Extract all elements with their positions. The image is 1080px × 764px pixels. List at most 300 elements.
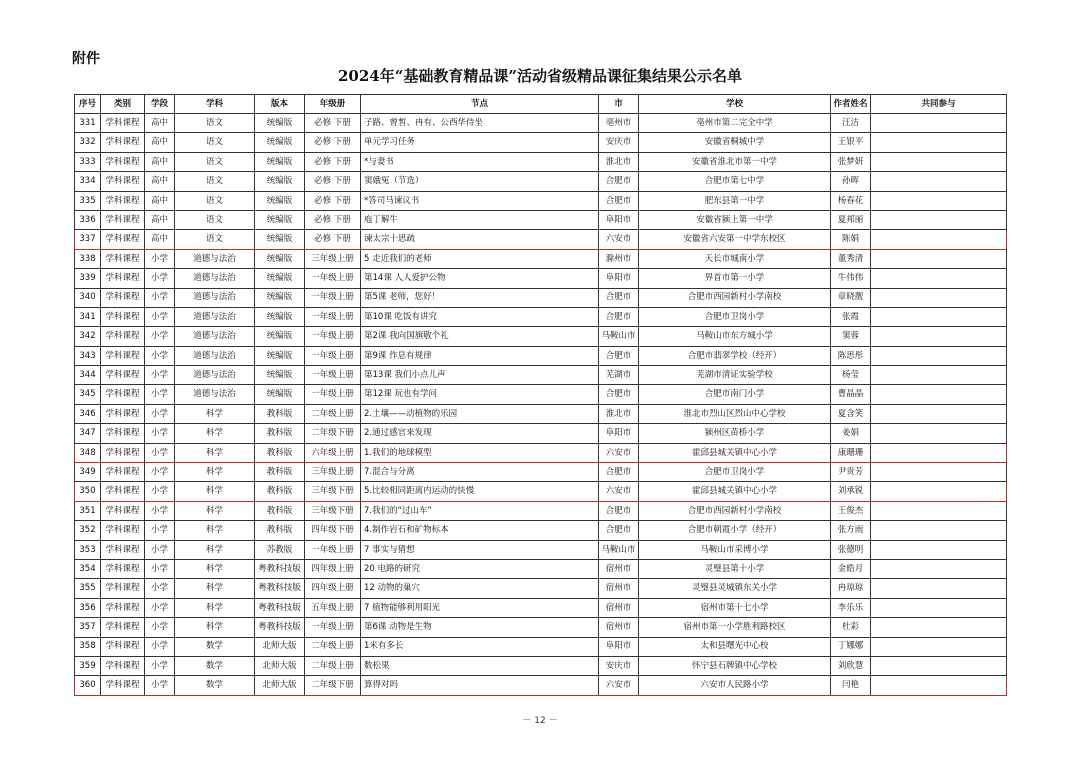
cell-co-participants bbox=[871, 424, 1007, 443]
cell-grade: 必修 下册 bbox=[305, 172, 361, 191]
cell-category: 学科课程 bbox=[101, 540, 145, 559]
cell-city: 安庆市 bbox=[599, 656, 639, 675]
cell-author: 王俊杰 bbox=[831, 501, 871, 520]
cell-author: 张方雨 bbox=[831, 521, 871, 540]
cell-co-participants bbox=[871, 540, 1007, 559]
cell-category: 学科课程 bbox=[101, 269, 145, 288]
cell-co-participants bbox=[871, 385, 1007, 404]
cell-category: 学科课程 bbox=[101, 366, 145, 385]
cell-stage: 小学 bbox=[145, 656, 175, 675]
cell-school: 灵璧县灵城镇东关小学 bbox=[639, 579, 831, 598]
cell-node: 1.我们的地球模型 bbox=[361, 443, 599, 462]
cell-city: 合肥市 bbox=[599, 346, 639, 365]
table-row bbox=[75, 443, 1007, 462]
cell-node: 谏太宗十思疏 bbox=[361, 230, 599, 249]
cell-city: 阜阳市 bbox=[599, 637, 639, 656]
cell-city: 马鞍山市 bbox=[599, 327, 639, 346]
header-stage: 学段 bbox=[145, 95, 175, 114]
table-row bbox=[75, 114, 1007, 133]
header-node: 节点 bbox=[361, 95, 599, 114]
cell-node: 5 走近我们的老师 bbox=[361, 249, 599, 268]
cell-no: 359 bbox=[75, 656, 101, 675]
cell-subject: 语文 bbox=[175, 172, 255, 191]
cell-co-participants bbox=[871, 501, 1007, 520]
cell-grade: 二年级下册 bbox=[305, 424, 361, 443]
table-row bbox=[75, 210, 1007, 229]
cell-stage: 小学 bbox=[145, 521, 175, 540]
cell-city: 宿州市 bbox=[599, 579, 639, 598]
page-number: － 12 － bbox=[522, 716, 558, 726]
cell-category: 学科课程 bbox=[101, 404, 145, 423]
cell-grade: 一年级上册 bbox=[305, 307, 361, 326]
cell-version: 北师大版 bbox=[255, 676, 305, 695]
cell-school: 灵璧县第十小学 bbox=[639, 559, 831, 578]
cell-node: 7.我们的“过山车” bbox=[361, 501, 599, 520]
cell-no: 360 bbox=[75, 676, 101, 695]
cell-category: 学科课程 bbox=[101, 676, 145, 695]
cell-stage: 小学 bbox=[145, 249, 175, 268]
cell-category: 学科课程 bbox=[101, 501, 145, 520]
cell-author: 杜彩 bbox=[831, 618, 871, 637]
cell-node: 2.通过感官来发现 bbox=[361, 424, 599, 443]
cell-no: 339 bbox=[75, 269, 101, 288]
cell-school: 霍邱县城关镇中心小学 bbox=[639, 443, 831, 462]
header-city: 市 bbox=[599, 95, 639, 114]
cell-grade: 一年级上册 bbox=[305, 346, 361, 365]
cell-author: 刘欣慧 bbox=[831, 656, 871, 675]
cell-school: 安徽省淮北市第一中学 bbox=[639, 152, 831, 171]
cell-no: 343 bbox=[75, 346, 101, 365]
cell-node: 12 动物的巢穴 bbox=[361, 579, 599, 598]
cell-school: 天长市城南小学 bbox=[639, 249, 831, 268]
cell-version: 统编版 bbox=[255, 307, 305, 326]
table-row bbox=[75, 133, 1007, 152]
cell-node: 7 植物能够利用阳光 bbox=[361, 598, 599, 617]
cell-author: 张梦妍 bbox=[831, 152, 871, 171]
cell-author: 张德明 bbox=[831, 540, 871, 559]
cell-version: 统编版 bbox=[255, 366, 305, 385]
cell-school: 霍邱县城关镇中心小学 bbox=[639, 482, 831, 501]
cell-grade: 二年级上册 bbox=[305, 404, 361, 423]
header-no: 序号 bbox=[75, 95, 101, 114]
cell-school: 宿州市第十七小学 bbox=[639, 598, 831, 617]
cell-category: 学科课程 bbox=[101, 249, 145, 268]
cell-version: 北师大版 bbox=[255, 656, 305, 675]
cell-category: 学科课程 bbox=[101, 307, 145, 326]
cell-node: 第2课 我向国旗敬个礼 bbox=[361, 327, 599, 346]
cell-city: 合肥市 bbox=[599, 172, 639, 191]
cell-author: 窦蓉 bbox=[831, 327, 871, 346]
cell-school: 淮北市烈山区烈山中心学校 bbox=[639, 404, 831, 423]
cell-stage: 小学 bbox=[145, 404, 175, 423]
cell-city: 六安市 bbox=[599, 443, 639, 462]
cell-grade: 必修 下册 bbox=[305, 152, 361, 171]
table-body bbox=[75, 114, 1007, 696]
cell-co-participants bbox=[871, 521, 1007, 540]
cell-city: 六安市 bbox=[599, 676, 639, 695]
cell-no: 335 bbox=[75, 191, 101, 210]
cell-school: 宿州市第一小学胜利路校区 bbox=[639, 618, 831, 637]
cell-node: 20 电路的研究 bbox=[361, 559, 599, 578]
table-row bbox=[75, 366, 1007, 385]
cell-city: 合肥市 bbox=[599, 501, 639, 520]
cell-category: 学科课程 bbox=[101, 618, 145, 637]
cell-city: 宿州市 bbox=[599, 598, 639, 617]
cell-city: 合肥市 bbox=[599, 463, 639, 482]
cell-stage: 高中 bbox=[145, 230, 175, 249]
cell-version: 统编版 bbox=[255, 133, 305, 152]
cell-subject: 科学 bbox=[175, 540, 255, 559]
cell-co-participants bbox=[871, 114, 1007, 133]
cell-version: 统编版 bbox=[255, 114, 305, 133]
cell-no: 358 bbox=[75, 637, 101, 656]
cell-node: 第12课 玩也有学问 bbox=[361, 385, 599, 404]
cell-subject: 科学 bbox=[175, 579, 255, 598]
cell-co-participants bbox=[871, 559, 1007, 578]
cell-no: 355 bbox=[75, 579, 101, 598]
cell-co-participants bbox=[871, 579, 1007, 598]
cell-school: 安徽省桐城中学 bbox=[639, 133, 831, 152]
cell-school: 合肥市卫岗小学 bbox=[639, 307, 831, 326]
cell-node: 第10课 吃饭有讲究 bbox=[361, 307, 599, 326]
cell-subject: 科学 bbox=[175, 559, 255, 578]
cell-grade: 三年级上册 bbox=[305, 249, 361, 268]
cell-subject: 数学 bbox=[175, 676, 255, 695]
cell-subject: 语文 bbox=[175, 152, 255, 171]
cell-grade: 必修 下册 bbox=[305, 210, 361, 229]
cell-city: 合肥市 bbox=[599, 191, 639, 210]
cell-grade: 一年级上册 bbox=[305, 540, 361, 559]
cell-author: 牛伟伟 bbox=[831, 269, 871, 288]
cell-stage: 小学 bbox=[145, 424, 175, 443]
cell-subject: 科学 bbox=[175, 598, 255, 617]
cell-stage: 高中 bbox=[145, 191, 175, 210]
cell-subject: 科学 bbox=[175, 482, 255, 501]
cell-node: 5.比较相同距离内运动的快慢 bbox=[361, 482, 599, 501]
cell-stage: 小学 bbox=[145, 307, 175, 326]
cell-category: 学科课程 bbox=[101, 191, 145, 210]
table-row bbox=[75, 269, 1007, 288]
cell-node: 第6课 动物是生物 bbox=[361, 618, 599, 637]
table-row bbox=[75, 307, 1007, 326]
cell-author: 杨莹 bbox=[831, 366, 871, 385]
cell-co-participants bbox=[871, 172, 1007, 191]
cell-co-participants bbox=[871, 598, 1007, 617]
cell-category: 学科课程 bbox=[101, 133, 145, 152]
cell-author: 金皓月 bbox=[831, 559, 871, 578]
cell-co-participants bbox=[871, 327, 1007, 346]
cell-school: 合肥市朝霞小学（经开） bbox=[639, 521, 831, 540]
cell-subject: 科学 bbox=[175, 501, 255, 520]
table-row bbox=[75, 540, 1007, 559]
cell-subject: 科学 bbox=[175, 463, 255, 482]
cell-school: 太和县曙光中心校 bbox=[639, 637, 831, 656]
cell-node: 子路、曾皙、冉有、公西华侍坐 bbox=[361, 114, 599, 133]
cell-co-participants bbox=[871, 482, 1007, 501]
table-row bbox=[75, 404, 1007, 423]
cell-city: 合肥市 bbox=[599, 521, 639, 540]
table-row bbox=[75, 249, 1007, 268]
cell-subject: 道德与法治 bbox=[175, 307, 255, 326]
header-school: 学校 bbox=[639, 95, 831, 114]
cell-version: 统编版 bbox=[255, 269, 305, 288]
cell-stage: 小学 bbox=[145, 559, 175, 578]
attachment-label: 附件 bbox=[72, 51, 100, 67]
cell-author: 曹晶晶 bbox=[831, 385, 871, 404]
table-row bbox=[75, 463, 1007, 482]
table-row bbox=[75, 424, 1007, 443]
cell-school: 马鞍山市东方城小学 bbox=[639, 327, 831, 346]
cell-stage: 小学 bbox=[145, 482, 175, 501]
header-author: 作者姓名 bbox=[831, 95, 871, 114]
cell-subject: 道德与法治 bbox=[175, 249, 255, 268]
cell-no: 351 bbox=[75, 501, 101, 520]
cell-node: 1米有多长 bbox=[361, 637, 599, 656]
cell-city: 六安市 bbox=[599, 230, 639, 249]
cell-school: 肥东县第一中学 bbox=[639, 191, 831, 210]
cell-category: 学科课程 bbox=[101, 327, 145, 346]
cell-category: 学科课程 bbox=[101, 424, 145, 443]
cell-no: 345 bbox=[75, 385, 101, 404]
cell-no: 336 bbox=[75, 210, 101, 229]
table-row bbox=[75, 579, 1007, 598]
cell-category: 学科课程 bbox=[101, 172, 145, 191]
cell-node: 庖丁解牛 bbox=[361, 210, 599, 229]
cell-co-participants bbox=[871, 637, 1007, 656]
header-grade: 年级册 bbox=[305, 95, 361, 114]
cell-no: 340 bbox=[75, 288, 101, 307]
cell-grade: 一年级上册 bbox=[305, 366, 361, 385]
cell-author: 尹贵芳 bbox=[831, 463, 871, 482]
cell-subject: 道德与法治 bbox=[175, 385, 255, 404]
table-row bbox=[75, 385, 1007, 404]
cell-co-participants bbox=[871, 656, 1007, 675]
cell-city: 合肥市 bbox=[599, 307, 639, 326]
cell-grade: 三年级下册 bbox=[305, 482, 361, 501]
cell-category: 学科课程 bbox=[101, 579, 145, 598]
cell-stage: 小学 bbox=[145, 288, 175, 307]
cell-no: 344 bbox=[75, 366, 101, 385]
cell-version: 统编版 bbox=[255, 230, 305, 249]
cell-version: 统编版 bbox=[255, 172, 305, 191]
cell-author: 陈娟 bbox=[831, 230, 871, 249]
cell-category: 学科课程 bbox=[101, 637, 145, 656]
cell-author: 章晓靓 bbox=[831, 288, 871, 307]
results-table bbox=[74, 94, 1007, 696]
cell-category: 学科课程 bbox=[101, 210, 145, 229]
cell-stage: 小学 bbox=[145, 579, 175, 598]
cell-stage: 高中 bbox=[145, 152, 175, 171]
cell-school: 怀宁县石牌镇中心学校 bbox=[639, 656, 831, 675]
cell-category: 学科课程 bbox=[101, 656, 145, 675]
cell-stage: 小学 bbox=[145, 540, 175, 559]
cell-stage: 小学 bbox=[145, 366, 175, 385]
cell-co-participants bbox=[871, 191, 1007, 210]
cell-subject: 科学 bbox=[175, 424, 255, 443]
cell-version: 统编版 bbox=[255, 327, 305, 346]
header-subject: 学科 bbox=[175, 95, 255, 114]
cell-subject: 道德与法治 bbox=[175, 327, 255, 346]
cell-stage: 小学 bbox=[145, 598, 175, 617]
cell-author: 姜娟 bbox=[831, 424, 871, 443]
cell-co-participants bbox=[871, 404, 1007, 423]
cell-node: 单元学习任务 bbox=[361, 133, 599, 152]
cell-subject: 语文 bbox=[175, 114, 255, 133]
cell-author: 夏邦丽 bbox=[831, 210, 871, 229]
cell-author: 张霞 bbox=[831, 307, 871, 326]
cell-school: 界首市第一小学 bbox=[639, 269, 831, 288]
cell-subject: 道德与法治 bbox=[175, 288, 255, 307]
table-row bbox=[75, 482, 1007, 501]
cell-no: 350 bbox=[75, 482, 101, 501]
cell-subject: 语文 bbox=[175, 230, 255, 249]
cell-author: 董秀清 bbox=[831, 249, 871, 268]
table-row bbox=[75, 230, 1007, 249]
cell-version: 统编版 bbox=[255, 385, 305, 404]
cell-no: 348 bbox=[75, 443, 101, 462]
cell-city: 阜阳市 bbox=[599, 269, 639, 288]
cell-stage: 小学 bbox=[145, 463, 175, 482]
cell-version: 统编版 bbox=[255, 288, 305, 307]
cell-subject: 科学 bbox=[175, 521, 255, 540]
cell-subject: 道德与法治 bbox=[175, 269, 255, 288]
cell-city: 淮北市 bbox=[599, 152, 639, 171]
cell-category: 学科课程 bbox=[101, 230, 145, 249]
cell-co-participants bbox=[871, 288, 1007, 307]
cell-subject: 语文 bbox=[175, 133, 255, 152]
cell-node: 2.土壤——动植物的乐园 bbox=[361, 404, 599, 423]
cell-node: 第5课 老师，您好！ bbox=[361, 288, 599, 307]
cell-city: 宿州市 bbox=[599, 559, 639, 578]
cell-no: 341 bbox=[75, 307, 101, 326]
cell-co-participants bbox=[871, 269, 1007, 288]
header-version: 版本 bbox=[255, 95, 305, 114]
cell-node: 第14课 人人爱护公物 bbox=[361, 269, 599, 288]
cell-author: 汪洁 bbox=[831, 114, 871, 133]
cell-version: 教科版 bbox=[255, 501, 305, 520]
cell-category: 学科课程 bbox=[101, 482, 145, 501]
cell-no: 338 bbox=[75, 249, 101, 268]
cell-school: 亳州市第二完全中学 bbox=[639, 114, 831, 133]
cell-subject: 道德与法治 bbox=[175, 346, 255, 365]
cell-node: 窦娥冤（节选） bbox=[361, 172, 599, 191]
cell-grade: 四年级上册 bbox=[305, 579, 361, 598]
table-row bbox=[75, 618, 1007, 637]
cell-school: 马鞍山市采博小学 bbox=[639, 540, 831, 559]
cell-grade: 二年级上册 bbox=[305, 637, 361, 656]
cell-no: 349 bbox=[75, 463, 101, 482]
cell-grade: 必修 下册 bbox=[305, 133, 361, 152]
cell-category: 学科课程 bbox=[101, 288, 145, 307]
cell-author: 闫艳 bbox=[831, 676, 871, 695]
cell-node: 第13课 我们小点儿声 bbox=[361, 366, 599, 385]
cell-author: 康珊珊 bbox=[831, 443, 871, 462]
header-co-participants: 共同参与 bbox=[871, 95, 1007, 114]
cell-co-participants bbox=[871, 133, 1007, 152]
cell-node: 7.混合与分离 bbox=[361, 463, 599, 482]
cell-city: 合肥市 bbox=[599, 288, 639, 307]
table-row bbox=[75, 598, 1007, 617]
cell-category: 学科课程 bbox=[101, 521, 145, 540]
cell-no: 337 bbox=[75, 230, 101, 249]
cell-stage: 小学 bbox=[145, 637, 175, 656]
cell-category: 学科课程 bbox=[101, 152, 145, 171]
cell-stage: 小学 bbox=[145, 269, 175, 288]
cell-stage: 小学 bbox=[145, 327, 175, 346]
cell-co-participants bbox=[871, 249, 1007, 268]
cell-school: 六安市人民路小学 bbox=[639, 676, 831, 695]
table-row bbox=[75, 501, 1007, 520]
cell-node: 4.制作岩石和矿物标本 bbox=[361, 521, 599, 540]
cell-no: 334 bbox=[75, 172, 101, 191]
cell-school: 合肥市卫岗小学 bbox=[639, 463, 831, 482]
cell-school: 合肥市翡翠学校（经开） bbox=[639, 346, 831, 365]
cell-city: 芜湖市 bbox=[599, 366, 639, 385]
cell-co-participants bbox=[871, 443, 1007, 462]
cell-school: 安徽省六安第一中学东校区 bbox=[639, 230, 831, 249]
cell-no: 356 bbox=[75, 598, 101, 617]
cell-co-participants bbox=[871, 676, 1007, 695]
cell-subject: 道德与法治 bbox=[175, 366, 255, 385]
cell-school: 芜湖市清证实验学校 bbox=[639, 366, 831, 385]
table-row bbox=[75, 346, 1007, 365]
cell-version: 统编版 bbox=[255, 152, 305, 171]
cell-co-participants bbox=[871, 618, 1007, 637]
cell-stage: 小学 bbox=[145, 618, 175, 637]
cell-grade: 一年级上册 bbox=[305, 327, 361, 346]
cell-author: 王银平 bbox=[831, 133, 871, 152]
cell-grade: 必修 下册 bbox=[305, 230, 361, 249]
cell-stage: 高中 bbox=[145, 172, 175, 191]
cell-grade: 必修 下册 bbox=[305, 191, 361, 210]
cell-version: 北师大版 bbox=[255, 637, 305, 656]
cell-stage: 高中 bbox=[145, 210, 175, 229]
cell-city: 安庆市 bbox=[599, 133, 639, 152]
cell-version: 苏教版 bbox=[255, 540, 305, 559]
cell-city: 亳州市 bbox=[599, 114, 639, 133]
cell-co-participants bbox=[871, 463, 1007, 482]
cell-grade: 一年级上册 bbox=[305, 269, 361, 288]
cell-co-participants bbox=[871, 366, 1007, 385]
cell-city: 淮北市 bbox=[599, 404, 639, 423]
cell-subject: 语文 bbox=[175, 210, 255, 229]
cell-version: 教科版 bbox=[255, 521, 305, 540]
cell-version: 统编版 bbox=[255, 346, 305, 365]
table-row bbox=[75, 637, 1007, 656]
cell-no: 346 bbox=[75, 404, 101, 423]
cell-version: 教科版 bbox=[255, 404, 305, 423]
cell-grade: 三年级上册 bbox=[305, 463, 361, 482]
cell-city: 六安市 bbox=[599, 482, 639, 501]
cell-grade: 二年级下册 bbox=[305, 676, 361, 695]
table-header-row bbox=[75, 95, 1007, 114]
table-row bbox=[75, 191, 1007, 210]
cell-node: *与妻书 bbox=[361, 152, 599, 171]
cell-school: 合肥市南门小学 bbox=[639, 385, 831, 404]
cell-no: 352 bbox=[75, 521, 101, 540]
cell-no: 331 bbox=[75, 114, 101, 133]
cell-city: 合肥市 bbox=[599, 385, 639, 404]
cell-grade: 一年级上册 bbox=[305, 385, 361, 404]
cell-author: 刘承锐 bbox=[831, 482, 871, 501]
cell-no: 357 bbox=[75, 618, 101, 637]
cell-school: 合肥市西园新村小学南校 bbox=[639, 501, 831, 520]
cell-category: 学科课程 bbox=[101, 463, 145, 482]
cell-category: 学科课程 bbox=[101, 385, 145, 404]
cell-category: 学科课程 bbox=[101, 598, 145, 617]
cell-city: 阜阳市 bbox=[599, 424, 639, 443]
cell-subject: 数学 bbox=[175, 637, 255, 656]
